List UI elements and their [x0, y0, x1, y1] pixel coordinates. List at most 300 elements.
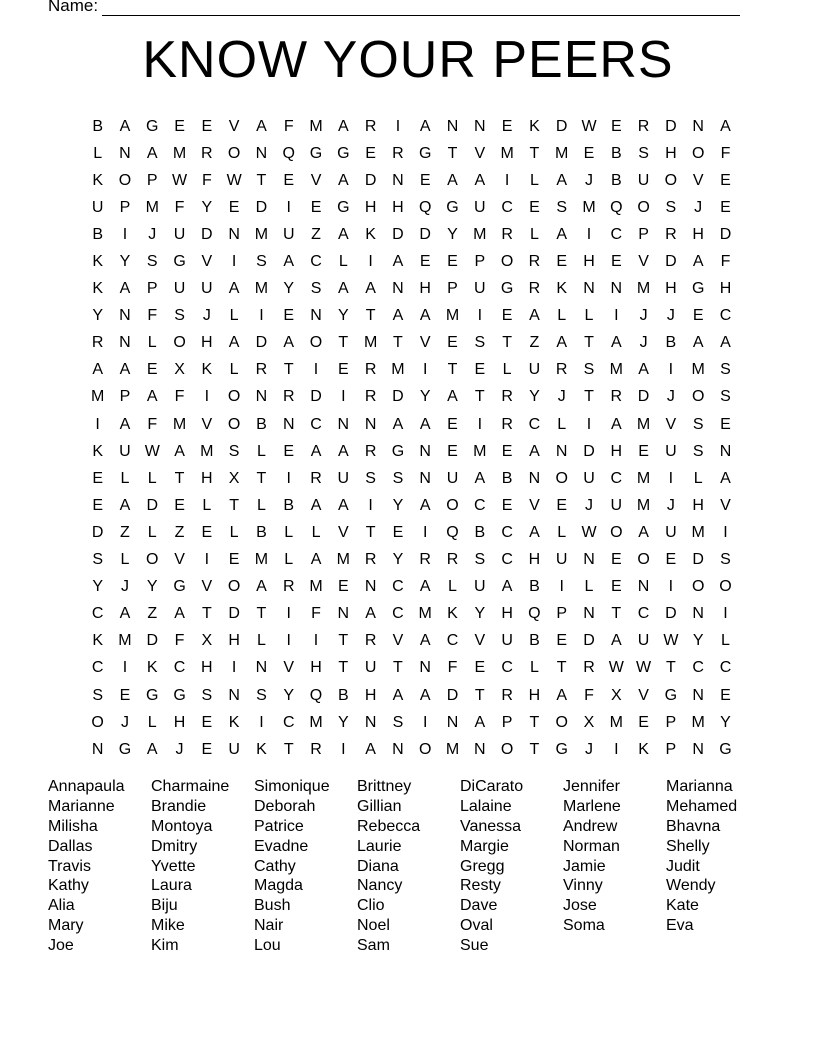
grid-letter[interactable]: I: [422, 523, 428, 541]
grid-letter[interactable]: O: [446, 496, 459, 514]
grid-letter[interactable]: N: [119, 144, 131, 162]
grid-letter[interactable]: N: [692, 117, 704, 135]
grid-letter[interactable]: A: [119, 117, 131, 135]
grid-letter[interactable]: T: [338, 659, 349, 677]
grid-letter[interactable]: E: [638, 713, 649, 731]
grid-letter[interactable]: J: [666, 496, 675, 514]
grid-letter[interactable]: E: [419, 171, 431, 189]
grid-letter[interactable]: I: [341, 388, 346, 406]
grid-letter[interactable]: C: [392, 578, 404, 596]
grid-letter[interactable]: T: [393, 334, 403, 352]
grid-letter[interactable]: O: [500, 253, 514, 271]
grid-letter[interactable]: H: [364, 686, 377, 704]
grid-letter[interactable]: J: [148, 225, 157, 243]
grid-letter[interactable]: G: [719, 740, 732, 758]
grid-letter[interactable]: M: [500, 144, 514, 162]
grid-letter[interactable]: S: [392, 469, 404, 487]
grid-letter[interactable]: V: [665, 415, 677, 433]
grid-letter[interactable]: C: [310, 415, 322, 433]
grid-letter[interactable]: W: [581, 523, 597, 541]
grid-letter[interactable]: C: [501, 198, 513, 216]
grid-letter[interactable]: A: [556, 334, 568, 352]
grid-letter[interactable]: Q: [446, 523, 459, 541]
grid-letter[interactable]: U: [665, 523, 677, 541]
grid-letter[interactable]: Y: [447, 225, 458, 243]
grid-letter[interactable]: B: [610, 144, 622, 162]
grid-letter[interactable]: T: [474, 388, 485, 406]
grid-letter[interactable]: R: [501, 686, 513, 704]
grid-letter[interactable]: I: [668, 578, 674, 596]
grid-letter[interactable]: H: [528, 551, 541, 569]
grid-letter[interactable]: S: [692, 442, 704, 460]
grid-letter[interactable]: M: [445, 307, 460, 325]
grid-letter[interactable]: E: [146, 361, 158, 379]
grid-letter[interactable]: C: [474, 496, 486, 514]
grid-letter[interactable]: Z: [311, 225, 321, 243]
grid-letter[interactable]: C: [637, 605, 650, 623]
grid-letter[interactable]: V: [638, 686, 649, 704]
grid-letter[interactable]: R: [255, 361, 268, 379]
grid-letter[interactable]: Z: [147, 605, 158, 623]
grid-letter[interactable]: B: [529, 578, 540, 596]
grid-letter[interactable]: J: [666, 307, 675, 325]
grid-letter[interactable]: D: [692, 551, 704, 569]
grid-letter[interactable]: F: [174, 388, 185, 406]
grid-letter[interactable]: O: [691, 388, 705, 406]
grid-letter[interactable]: O: [118, 171, 132, 189]
grid-letter[interactable]: L: [584, 307, 594, 325]
grid-letter[interactable]: E: [501, 496, 513, 514]
grid-letter[interactable]: D: [392, 225, 404, 243]
grid-letter[interactable]: M: [636, 469, 651, 487]
grid-letter[interactable]: R: [364, 551, 377, 569]
grid-letter[interactable]: H: [228, 632, 240, 650]
grid-letter[interactable]: N: [119, 307, 131, 325]
grid-letter[interactable]: E: [720, 415, 731, 433]
grid-letter[interactable]: V: [474, 144, 486, 162]
grid-letter[interactable]: T: [283, 361, 294, 379]
grid-letter[interactable]: G: [337, 198, 350, 216]
grid-letter[interactable]: H: [692, 496, 704, 514]
grid-letter[interactable]: G: [337, 144, 350, 162]
grid-letter[interactable]: O: [691, 578, 705, 596]
grid-letter[interactable]: R: [555, 361, 568, 379]
grid-letter[interactable]: Q: [528, 605, 541, 623]
grid-letter[interactable]: E: [201, 713, 213, 731]
grid-letter[interactable]: U: [282, 225, 295, 243]
grid-letter[interactable]: E: [201, 523, 213, 541]
grid-letter[interactable]: A: [638, 523, 649, 541]
grid-letter[interactable]: A: [419, 686, 431, 704]
grid-letter[interactable]: T: [256, 469, 267, 487]
grid-letter[interactable]: V: [201, 415, 213, 433]
grid-letter[interactable]: I: [586, 415, 592, 433]
grid-letter[interactable]: L: [229, 361, 239, 379]
grid-letter[interactable]: U: [173, 225, 186, 243]
grid-letter[interactable]: N: [692, 686, 704, 704]
grid-letter[interactable]: R: [637, 117, 650, 135]
grid-letter[interactable]: G: [418, 144, 432, 162]
grid-letter[interactable]: P: [447, 280, 458, 298]
grid-letter[interactable]: C: [446, 632, 459, 650]
grid-letter[interactable]: O: [227, 388, 241, 406]
grid-letter[interactable]: S: [720, 551, 731, 569]
grid-letter[interactable]: M: [363, 334, 378, 352]
grid-letter[interactable]: S: [365, 469, 376, 487]
grid-letter[interactable]: J: [584, 740, 593, 758]
grid-letter[interactable]: I: [504, 171, 510, 189]
grid-letter[interactable]: D: [255, 334, 268, 352]
grid-letter[interactable]: S: [474, 334, 486, 352]
grid-letter[interactable]: N: [528, 469, 541, 487]
grid-letter[interactable]: Y: [692, 632, 704, 650]
grid-letter[interactable]: E: [556, 496, 568, 514]
grid-letter[interactable]: A: [337, 117, 349, 135]
grid-letter[interactable]: M: [609, 361, 623, 379]
grid-letter[interactable]: N: [364, 415, 377, 433]
grid-letter[interactable]: A: [119, 415, 131, 433]
grid-letter[interactable]: T: [529, 144, 540, 162]
grid-letter[interactable]: U: [446, 469, 459, 487]
grid-letter[interactable]: I: [122, 225, 128, 243]
grid-letter[interactable]: K: [92, 442, 103, 460]
grid-letter[interactable]: N: [583, 605, 595, 623]
grid-letter[interactable]: E: [447, 415, 458, 433]
grid-letter[interactable]: L: [311, 523, 321, 541]
grid-letter[interactable]: P: [665, 713, 677, 731]
grid-letter[interactable]: M: [172, 415, 187, 433]
grid-letter[interactable]: U: [474, 280, 486, 298]
grid-letter[interactable]: J: [666, 388, 675, 406]
grid-letter[interactable]: B: [529, 632, 540, 650]
grid-letter[interactable]: C: [501, 523, 513, 541]
grid-letter[interactable]: H: [665, 280, 677, 298]
grid-letter[interactable]: J: [120, 578, 129, 596]
grid-letter[interactable]: I: [95, 415, 100, 433]
grid-letter[interactable]: N: [337, 605, 350, 623]
grid-letter[interactable]: E: [447, 334, 458, 352]
grid-letter[interactable]: L: [448, 578, 457, 596]
grid-letter[interactable]: V: [529, 496, 540, 514]
grid-letter[interactable]: L: [284, 523, 294, 541]
grid-letter[interactable]: C: [719, 307, 732, 325]
grid-letter[interactable]: A: [720, 117, 731, 135]
grid-letter[interactable]: A: [610, 415, 622, 433]
grid-letter[interactable]: A: [119, 605, 131, 623]
grid-letter[interactable]: Y: [337, 307, 349, 325]
grid-letter[interactable]: T: [447, 361, 458, 379]
grid-letter[interactable]: E: [392, 523, 404, 541]
grid-letter[interactable]: N: [364, 713, 377, 731]
grid-letter[interactable]: M: [691, 523, 705, 541]
grid-letter[interactable]: I: [668, 469, 674, 487]
grid-letter[interactable]: I: [422, 361, 428, 379]
grid-letter[interactable]: T: [611, 605, 622, 623]
grid-letter[interactable]: I: [368, 253, 373, 271]
grid-letter[interactable]: V: [174, 551, 185, 569]
grid-letter[interactable]: Y: [92, 307, 103, 325]
grid-letter[interactable]: S: [720, 361, 731, 379]
grid-letter[interactable]: F: [311, 605, 321, 623]
grid-letter[interactable]: T: [256, 605, 267, 623]
grid-letter[interactable]: A: [529, 442, 540, 460]
grid-letter[interactable]: V: [419, 334, 431, 352]
grid-letter[interactable]: X: [583, 713, 595, 731]
grid-letter[interactable]: M: [254, 551, 269, 569]
grid-letter[interactable]: T: [529, 740, 540, 758]
grid-letter[interactable]: L: [529, 225, 539, 243]
grid-letter[interactable]: Q: [418, 198, 432, 216]
grid-letter[interactable]: R: [501, 388, 513, 406]
grid-letter[interactable]: C: [501, 551, 513, 569]
grid-letter[interactable]: C: [91, 605, 104, 623]
grid-letter[interactable]: C: [528, 415, 541, 433]
grid-letter[interactable]: E: [529, 198, 540, 216]
grid-letter[interactable]: A: [337, 442, 349, 460]
grid-letter[interactable]: M: [418, 605, 432, 623]
grid-letter[interactable]: S: [310, 280, 322, 298]
grid-letter[interactable]: E: [283, 171, 295, 189]
grid-letter[interactable]: J: [584, 171, 593, 189]
grid-letter[interactable]: D: [228, 605, 240, 623]
grid-letter[interactable]: J: [202, 307, 211, 325]
grid-letter[interactable]: H: [419, 280, 431, 298]
grid-letter[interactable]: I: [286, 632, 291, 650]
grid-letter[interactable]: C: [719, 659, 732, 677]
grid-letter[interactable]: I: [723, 523, 728, 541]
grid-letter[interactable]: A: [228, 334, 240, 352]
grid-letter[interactable]: N: [419, 442, 431, 460]
grid-letter[interactable]: E: [692, 307, 704, 325]
grid-letter[interactable]: S: [256, 253, 267, 271]
grid-letter[interactable]: A: [146, 144, 158, 162]
grid-letter[interactable]: Q: [610, 198, 623, 216]
grid-letter[interactable]: A: [474, 713, 486, 731]
grid-letter[interactable]: O: [719, 578, 732, 596]
grid-letter[interactable]: K: [447, 605, 458, 623]
grid-letter[interactable]: E: [228, 198, 240, 216]
grid-letter[interactable]: U: [555, 551, 568, 569]
grid-letter[interactable]: T: [529, 713, 540, 731]
grid-letter[interactable]: E: [92, 469, 103, 487]
grid-letter[interactable]: G: [500, 280, 514, 298]
grid-letter[interactable]: A: [92, 361, 103, 379]
grid-letter[interactable]: E: [474, 361, 486, 379]
grid-letter[interactable]: E: [720, 686, 731, 704]
grid-letter[interactable]: R: [583, 659, 595, 677]
grid-letter[interactable]: Y: [474, 605, 486, 623]
grid-letter[interactable]: B: [283, 496, 295, 514]
grid-letter[interactable]: A: [474, 171, 486, 189]
grid-letter[interactable]: K: [365, 225, 376, 243]
grid-letter[interactable]: U: [201, 280, 213, 298]
grid-letter[interactable]: M: [336, 551, 350, 569]
grid-letter[interactable]: R: [310, 469, 322, 487]
grid-letter[interactable]: N: [583, 551, 595, 569]
grid-letter[interactable]: S: [692, 415, 704, 433]
grid-letter[interactable]: B: [256, 523, 267, 541]
grid-letter[interactable]: K: [529, 117, 540, 135]
grid-letter[interactable]: E: [501, 307, 513, 325]
grid-letter[interactable]: A: [337, 496, 349, 514]
grid-letter[interactable]: L: [229, 307, 239, 325]
grid-letter[interactable]: I: [286, 605, 291, 623]
grid-letter[interactable]: A: [720, 469, 731, 487]
grid-letter[interactable]: P: [146, 280, 158, 298]
grid-letter[interactable]: P: [638, 225, 649, 243]
grid-letter[interactable]: G: [146, 686, 159, 704]
grid-letter[interactable]: D: [146, 632, 159, 650]
grid-letter[interactable]: E: [501, 442, 513, 460]
grid-letter[interactable]: W: [171, 171, 188, 189]
grid-letter[interactable]: E: [665, 551, 677, 569]
grid-letter[interactable]: D: [665, 605, 677, 623]
grid-letter[interactable]: V: [638, 253, 649, 271]
grid-letter[interactable]: H: [310, 659, 322, 677]
grid-letter[interactable]: N: [337, 415, 350, 433]
grid-letter[interactable]: D: [91, 523, 104, 541]
grid-letter[interactable]: A: [419, 496, 431, 514]
grid-letter[interactable]: A: [283, 334, 295, 352]
grid-letter[interactable]: N: [474, 740, 486, 758]
grid-letter[interactable]: U: [665, 442, 677, 460]
grid-letter[interactable]: M: [636, 280, 651, 298]
grid-letter[interactable]: U: [637, 632, 650, 650]
grid-letter[interactable]: G: [309, 144, 323, 162]
grid-letter[interactable]: D: [583, 632, 595, 650]
grid-letter[interactable]: L: [502, 361, 512, 379]
grid-letter[interactable]: K: [556, 280, 568, 298]
grid-letter[interactable]: N: [119, 334, 131, 352]
grid-letter[interactable]: M: [473, 442, 487, 460]
grid-letter[interactable]: I: [341, 740, 346, 758]
grid-letter[interactable]: D: [146, 496, 159, 514]
grid-letter[interactable]: A: [556, 171, 568, 189]
grid-letter[interactable]: V: [201, 578, 213, 596]
grid-letter[interactable]: C: [610, 469, 623, 487]
grid-letter[interactable]: E: [720, 171, 731, 189]
grid-letter[interactable]: U: [501, 632, 513, 650]
grid-letter[interactable]: O: [555, 713, 568, 731]
grid-letter[interactable]: E: [228, 551, 240, 569]
grid-letter[interactable]: E: [501, 117, 513, 135]
grid-letter[interactable]: A: [337, 225, 349, 243]
grid-letter[interactable]: E: [174, 496, 185, 514]
grid-letter[interactable]: V: [392, 632, 404, 650]
grid-letter[interactable]: A: [501, 578, 513, 596]
grid-letter[interactable]: J: [694, 198, 703, 216]
grid-letter[interactable]: K: [92, 280, 103, 298]
grid-letter[interactable]: P: [119, 388, 131, 406]
grid-letter[interactable]: S: [638, 144, 649, 162]
grid-letter[interactable]: I: [259, 307, 264, 325]
grid-letter[interactable]: C: [310, 253, 322, 271]
grid-letter[interactable]: H: [583, 253, 595, 271]
grid-letter[interactable]: Y: [392, 496, 404, 514]
grid-letter[interactable]: L: [229, 523, 239, 541]
grid-letter[interactable]: T: [338, 632, 349, 650]
grid-letter[interactable]: R: [201, 144, 213, 162]
grid-letter[interactable]: T: [556, 659, 567, 677]
grid-letter[interactable]: P: [119, 198, 131, 216]
grid-letter[interactable]: D: [201, 225, 213, 243]
grid-letter[interactable]: S: [201, 686, 213, 704]
grid-letter[interactable]: L: [693, 469, 703, 487]
grid-letter[interactable]: N: [446, 713, 459, 731]
grid-letter[interactable]: S: [228, 442, 240, 460]
grid-letter[interactable]: N: [255, 388, 268, 406]
grid-letter[interactable]: J: [175, 740, 184, 758]
grid-letter[interactable]: I: [586, 225, 592, 243]
grid-letter[interactable]: I: [422, 713, 428, 731]
grid-letter[interactable]: N: [610, 280, 623, 298]
grid-letter[interactable]: A: [392, 686, 404, 704]
grid-letter[interactable]: M: [90, 388, 105, 406]
grid-letter[interactable]: H: [364, 198, 377, 216]
grid-letter[interactable]: K: [146, 659, 158, 677]
grid-letter[interactable]: I: [614, 307, 619, 325]
grid-letter[interactable]: L: [147, 469, 157, 487]
grid-letter[interactable]: G: [173, 686, 186, 704]
grid-letter[interactable]: L: [256, 496, 266, 514]
grid-letter[interactable]: L: [284, 551, 294, 569]
grid-letter[interactable]: G: [446, 198, 459, 216]
grid-letter[interactable]: O: [610, 523, 623, 541]
grid-letter[interactable]: M: [145, 198, 159, 216]
grid-letter[interactable]: X: [201, 632, 213, 650]
grid-letter[interactable]: E: [638, 442, 649, 460]
grid-letter[interactable]: B: [256, 415, 267, 433]
grid-letter[interactable]: O: [555, 469, 568, 487]
grid-letter[interactable]: A: [720, 334, 731, 352]
grid-letter[interactable]: A: [119, 280, 131, 298]
grid-letter[interactable]: D: [719, 225, 732, 243]
grid-letter[interactable]: E: [201, 740, 213, 758]
grid-letter[interactable]: K: [256, 740, 267, 758]
grid-letter[interactable]: E: [174, 117, 185, 135]
grid-letter[interactable]: L: [721, 632, 730, 650]
grid-letter[interactable]: T: [584, 334, 594, 352]
grid-letter[interactable]: D: [665, 117, 677, 135]
grid-letter[interactable]: D: [665, 253, 677, 271]
grid-letter[interactable]: F: [201, 171, 212, 189]
grid-letter[interactable]: A: [447, 171, 458, 189]
grid-letter[interactable]: F: [283, 117, 294, 135]
grid-letter[interactable]: H: [201, 334, 213, 352]
grid-letter[interactable]: R: [610, 388, 623, 406]
grid-letter[interactable]: W: [663, 632, 679, 650]
grid-letter[interactable]: J: [584, 496, 593, 514]
grid-letter[interactable]: F: [720, 253, 731, 271]
grid-letter[interactable]: L: [120, 551, 130, 569]
grid-letter[interactable]: G: [173, 253, 186, 271]
grid-letter[interactable]: O: [664, 171, 678, 189]
grid-letter[interactable]: F: [147, 307, 158, 325]
grid-letter[interactable]: N: [474, 117, 486, 135]
grid-letter[interactable]: E: [556, 253, 568, 271]
grid-letter[interactable]: M: [200, 442, 214, 460]
grid-letter[interactable]: E: [610, 253, 622, 271]
grid-letter[interactable]: H: [173, 713, 186, 731]
grid-letter[interactable]: M: [391, 361, 405, 379]
grid-letter[interactable]: C: [692, 659, 704, 677]
grid-letter[interactable]: R: [392, 144, 404, 162]
grid-letter[interactable]: N: [419, 469, 431, 487]
grid-letter[interactable]: I: [614, 740, 619, 758]
grid-letter[interactable]: G: [146, 117, 159, 135]
grid-letter[interactable]: O: [227, 144, 241, 162]
grid-letter[interactable]: D: [255, 198, 268, 216]
